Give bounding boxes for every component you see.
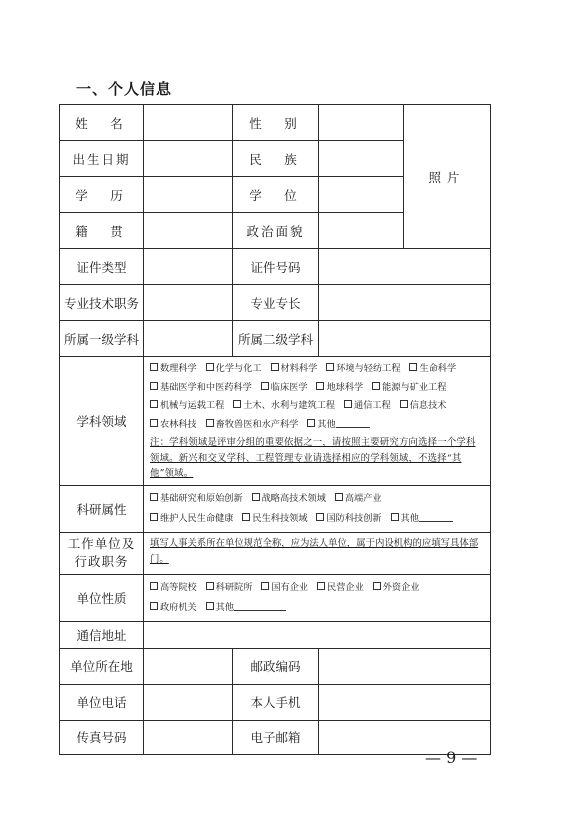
checkbox-icon[interactable] bbox=[307, 419, 315, 427]
postcode-value[interactable] bbox=[319, 648, 491, 684]
research-option[interactable]: 战略高技术领域 bbox=[252, 493, 326, 504]
field-option[interactable]: 数理科学 bbox=[150, 363, 197, 374]
gender-label: 性 别 bbox=[233, 105, 319, 141]
name-value[interactable] bbox=[144, 105, 233, 141]
field-option[interactable]: 畜牧兽医和水产科学 bbox=[206, 419, 299, 430]
checkbox-icon[interactable] bbox=[261, 582, 269, 590]
level1-subject-label: 所属一级学科 bbox=[60, 321, 144, 357]
checkbox-icon[interactable] bbox=[316, 513, 324, 521]
checkbox-icon[interactable] bbox=[150, 382, 158, 390]
checkbox-icon[interactable] bbox=[150, 513, 158, 521]
page-number: — 9 — bbox=[425, 748, 478, 767]
political-status-value[interactable] bbox=[319, 213, 404, 249]
unit-type-option[interactable]: 科研院所 bbox=[206, 582, 253, 593]
level1-subject-value[interactable] bbox=[144, 321, 233, 357]
fax-value[interactable] bbox=[144, 720, 233, 754]
checkbox-icon[interactable] bbox=[233, 400, 241, 408]
specialty-label: 专业专长 bbox=[233, 285, 319, 321]
field-note: 注：学科领域是评审分组的重要依据之一，请按照主要研究方向选择一个学科领域。新兴和交叉学科、工程管理专业请选择相应的学科领域，不选择“其他”领域。 bbox=[150, 437, 476, 479]
field-option[interactable]: 材料科学 bbox=[271, 363, 318, 374]
email-label: 电子邮箱 bbox=[233, 720, 319, 754]
id-type-label: 证件类型 bbox=[60, 249, 144, 285]
mobile-label: 本人手机 bbox=[233, 684, 319, 720]
education-value[interactable] bbox=[144, 177, 233, 213]
level2-subject-label: 所属二级学科 bbox=[233, 321, 319, 357]
research-option[interactable]: 维护人民生命健康 bbox=[150, 513, 234, 524]
checkbox-icon[interactable] bbox=[261, 382, 269, 390]
other-fill-blank[interactable] bbox=[419, 513, 453, 522]
research-attr-label: 科研属性 bbox=[60, 485, 144, 532]
field-option[interactable]: 通信工程 bbox=[344, 400, 391, 411]
birth-date-label: 出生日期 bbox=[60, 141, 144, 177]
unit-type-option[interactable]: 政府机关 bbox=[150, 602, 197, 613]
checkbox-icon[interactable] bbox=[150, 400, 158, 408]
checkbox-icon[interactable] bbox=[206, 419, 214, 427]
postcode-label: 邮政编码 bbox=[233, 648, 319, 684]
political-status-label: 政治面貌 bbox=[233, 213, 319, 249]
degree-value[interactable] bbox=[319, 177, 404, 213]
gender-value[interactable] bbox=[319, 105, 404, 141]
checkbox-icon[interactable] bbox=[372, 382, 380, 390]
field-option[interactable]: 地球科学 bbox=[316, 382, 363, 393]
research-option[interactable]: 民生科技领域 bbox=[242, 513, 307, 524]
checkbox-icon[interactable] bbox=[317, 582, 325, 590]
personal-info-table bbox=[59, 104, 491, 755]
mobile-value[interactable] bbox=[319, 684, 491, 720]
field-option[interactable]: 化学与化工 bbox=[206, 363, 262, 374]
title-value[interactable] bbox=[144, 285, 233, 321]
research-option[interactable]: 基础研究和原始创新 bbox=[150, 493, 243, 504]
unit-type-option[interactable]: 高等院校 bbox=[150, 582, 197, 593]
unit-location-value[interactable] bbox=[144, 648, 233, 684]
checkbox-icon[interactable] bbox=[391, 513, 399, 521]
research-option[interactable]: 国防科技创新 bbox=[316, 513, 381, 524]
checkbox-icon[interactable] bbox=[326, 363, 334, 371]
checkbox-icon[interactable] bbox=[150, 602, 158, 610]
checkbox-icon[interactable] bbox=[400, 400, 408, 408]
checkbox-icon[interactable] bbox=[335, 493, 343, 501]
id-type-value[interactable] bbox=[144, 249, 233, 285]
work-unit-label: 工作单位及 行政职务 bbox=[60, 532, 144, 574]
unit-type-option-other[interactable]: 其他 bbox=[206, 602, 286, 613]
research-option-other[interactable]: 其他 bbox=[391, 513, 453, 524]
id-number-value[interactable] bbox=[319, 249, 491, 285]
checkbox-icon[interactable] bbox=[316, 382, 324, 390]
level2-subject-value[interactable] bbox=[319, 321, 491, 357]
checkbox-icon[interactable] bbox=[150, 363, 158, 371]
birth-date-value[interactable] bbox=[144, 141, 233, 177]
field-label: 学科领域 bbox=[60, 357, 144, 486]
native-place-label: 籍 贯 bbox=[60, 213, 144, 249]
photo-cell[interactable]: 照片 bbox=[404, 105, 491, 249]
checkbox-icon[interactable] bbox=[373, 582, 381, 590]
work-unit-note[interactable]: 填写人事关系所在单位规范全称，应为法人单位，属于内设机构的应填写具体部门。 bbox=[144, 532, 491, 574]
unit-type-label: 单位性质 bbox=[60, 574, 144, 621]
unit-type-option[interactable]: 国有企业 bbox=[261, 582, 308, 593]
checkbox-icon[interactable] bbox=[252, 493, 260, 501]
checkbox-icon[interactable] bbox=[271, 363, 279, 371]
field-option[interactable]: 环境与轻纺工程 bbox=[326, 363, 400, 374]
checkbox-icon[interactable] bbox=[206, 602, 214, 610]
ethnicity-value[interactable] bbox=[319, 141, 404, 177]
checkbox-icon[interactable] bbox=[150, 419, 158, 427]
name-label: 姓 名 bbox=[60, 105, 144, 141]
education-label: 学 历 bbox=[60, 177, 144, 213]
research-options bbox=[144, 485, 491, 532]
field-options bbox=[144, 357, 491, 486]
field-option[interactable]: 能源与矿业工程 bbox=[372, 382, 446, 393]
address-label: 通信地址 bbox=[60, 621, 144, 648]
field-option[interactable]: 农林科技 bbox=[150, 419, 197, 430]
ethnicity-label: 民 族 bbox=[233, 141, 319, 177]
address-value[interactable] bbox=[144, 621, 491, 648]
checkbox-icon[interactable] bbox=[150, 582, 158, 590]
checkbox-icon[interactable] bbox=[150, 493, 158, 501]
research-option[interactable]: 高端产业 bbox=[335, 493, 382, 504]
checkbox-icon[interactable] bbox=[344, 400, 352, 408]
field-option[interactable]: 生命科学 bbox=[409, 363, 456, 374]
checkbox-icon[interactable] bbox=[206, 363, 214, 371]
fax-label: 传真号码 bbox=[60, 720, 144, 754]
unit-location-label: 单位所在地 bbox=[60, 648, 144, 684]
field-option[interactable]: 土木、水利与建筑工程 bbox=[233, 400, 335, 411]
unit-type-option[interactable]: 外资企业 bbox=[373, 582, 420, 593]
checkbox-icon[interactable] bbox=[206, 582, 214, 590]
field-option-other[interactable]: 其他 bbox=[307, 419, 369, 430]
section-title: 一、个人信息 bbox=[76, 80, 173, 98]
title-label: 专业技术职务 bbox=[60, 285, 144, 321]
unit-phone-label: 单位电话 bbox=[60, 684, 144, 720]
field-option[interactable]: 机械与运载工程 bbox=[150, 400, 224, 411]
other-fill-blank[interactable] bbox=[234, 602, 286, 611]
other-fill-blank[interactable] bbox=[336, 419, 370, 428]
checkbox-icon[interactable] bbox=[409, 363, 417, 371]
specialty-value[interactable] bbox=[319, 285, 491, 321]
unit-type-options bbox=[144, 574, 491, 621]
degree-label: 学 位 bbox=[233, 177, 319, 213]
unit-phone-value[interactable] bbox=[144, 684, 233, 720]
checkbox-icon[interactable] bbox=[242, 513, 250, 521]
id-number-label: 证件号码 bbox=[233, 249, 319, 285]
native-place-value[interactable] bbox=[144, 213, 233, 249]
field-option[interactable]: 信息技术 bbox=[400, 400, 447, 411]
field-option[interactable]: 基础医学和中医药科学 bbox=[150, 382, 252, 393]
field-option[interactable]: 临床医学 bbox=[261, 382, 308, 393]
unit-type-option[interactable]: 民营企业 bbox=[317, 582, 364, 593]
